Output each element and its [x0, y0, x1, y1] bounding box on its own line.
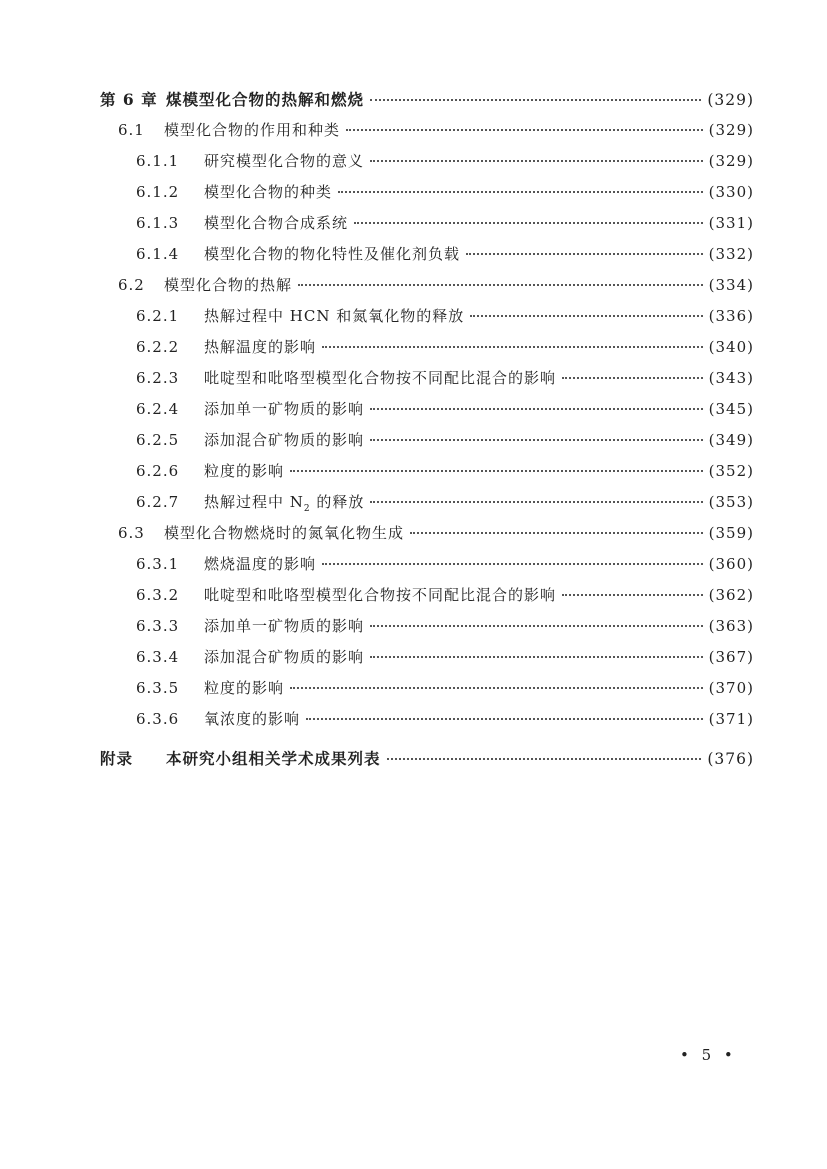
toc-entry-chapter-6[interactable] [100, 84, 754, 115]
dot-leader [470, 315, 702, 317]
toc-title: 模型化合物的作用和种类 [164, 121, 341, 139]
toc-entry-6-1[interactable] [100, 115, 754, 146]
toc-page: (370) [708, 679, 754, 697]
toc-page: (362) [708, 586, 754, 604]
toc-entry-6-3-5[interactable] [100, 673, 754, 704]
toc-entry-6-2-5[interactable] [100, 425, 754, 456]
toc-entry-6-3-4[interactable] [100, 642, 754, 673]
toc-page: (329) [708, 152, 754, 170]
toc-number: 6.2.5 [136, 431, 180, 449]
dot-leader [562, 377, 703, 379]
toc-title: 热解过程中 HCN 和氮氧化物的释放 [204, 307, 465, 325]
toc-page: (349) [708, 431, 754, 449]
toc-page: (334) [708, 276, 754, 294]
toc-entry-6-2-6[interactable] [100, 456, 754, 487]
toc-title: 添加混合矿物质的影响 [204, 431, 365, 449]
toc-page: (343) [708, 369, 754, 387]
toc-number: 6.1.1 [136, 152, 180, 170]
toc-page: (331) [708, 214, 754, 232]
toc-page: (352) [708, 462, 754, 480]
toc-title: 模型化合物的种类 [204, 183, 333, 201]
toc-number: 6.3.6 [136, 710, 180, 728]
dot-leader [370, 439, 703, 441]
toc-number: 6.2.3 [136, 369, 180, 387]
toc-title: 热解温度的影响 [204, 338, 317, 356]
toc-page: (345) [708, 400, 754, 418]
toc-title: 研究模型化合物的意义 [204, 152, 365, 170]
toc-number: 6.1.4 [136, 245, 180, 263]
toc-entry-6-2-1[interactable] [100, 301, 754, 332]
dot-leader [346, 129, 703, 131]
toc-number: 6.3 [118, 524, 145, 542]
toc-number: 6.3.4 [136, 648, 180, 666]
toc-page: (353) [708, 493, 754, 511]
toc-title: 模型化合物的热解 [164, 276, 293, 294]
toc-entry-6-2-4[interactable] [100, 394, 754, 425]
dot-leader [322, 346, 703, 348]
dot-leader [370, 99, 701, 101]
dot-leader [338, 191, 703, 193]
toc-number: 6.2.7 [136, 493, 180, 511]
toc-title: 煤模型化合物的热解和燃烧 [166, 90, 365, 109]
dot-leader [354, 222, 703, 224]
dot-leader [387, 758, 702, 760]
toc-page: (329) [707, 91, 754, 109]
dot-leader [370, 160, 703, 162]
toc-title: 添加单一矿物质的影响 [204, 617, 365, 635]
toc-entry-6-2-2[interactable] [100, 332, 754, 363]
toc-title-part: 热解过程中 N [204, 493, 304, 511]
toc-entry-6-3-1[interactable] [100, 549, 754, 580]
page-number: • 5 • [680, 1046, 737, 1064]
subscript: 2 [303, 504, 311, 514]
toc-entry-6-3-3[interactable] [100, 611, 754, 642]
toc-entry-appendix[interactable] [100, 743, 754, 774]
toc-title: 模型化合物合成系统 [204, 214, 349, 232]
dot-leader [370, 408, 703, 410]
dot-leader [370, 625, 703, 627]
toc-number: 6.3.5 [136, 679, 180, 697]
toc-title: 粒度的影响 [204, 462, 285, 480]
toc-title: 添加单一矿物质的影响 [204, 400, 365, 418]
toc-title: 氧浓度的影响 [204, 710, 301, 728]
dot-leader [322, 563, 703, 565]
toc-page: (329) [708, 121, 754, 139]
toc-number: 6.1 [118, 121, 145, 139]
table-of-contents [100, 84, 754, 774]
toc-page: (336) [708, 307, 754, 325]
dot-leader [410, 532, 703, 534]
toc-number: 6.3.1 [136, 555, 180, 573]
toc-title: 燃烧温度的影响 [204, 555, 317, 573]
toc-title: 添加混合矿物质的影响 [204, 648, 365, 666]
toc-title: 模型化合物燃烧时的氮氧化物生成 [164, 524, 405, 542]
dot-leader [290, 687, 703, 689]
toc-number: 6.2.2 [136, 338, 180, 356]
dot-leader [298, 284, 703, 286]
toc-title: 本研究小组相关学术成果列表 [166, 749, 381, 768]
toc-entry-6-2-3[interactable] [100, 363, 754, 394]
toc-entry-6-2[interactable] [100, 270, 754, 301]
toc-number: 6.3.2 [136, 586, 180, 604]
toc-entry-6-3-6[interactable] [100, 704, 754, 735]
toc-number: 6.2 [118, 276, 145, 294]
toc-page: (359) [708, 524, 754, 542]
toc-title: 吡啶型和吡咯型模型化合物按不同配比混合的影响 [204, 369, 557, 387]
dot-leader [290, 470, 703, 472]
toc-entry-6-1-3[interactable] [100, 208, 754, 239]
toc-page: (330) [708, 183, 754, 201]
toc-entry-6-1-1[interactable] [100, 146, 754, 177]
toc-number: 6.2.4 [136, 400, 180, 418]
toc-page: (360) [708, 555, 754, 573]
dot-leader [562, 594, 703, 596]
toc-entry-6-3-2[interactable] [100, 580, 754, 611]
toc-title: 吡啶型和吡咯型模型化合物按不同配比混合的影响 [204, 586, 557, 604]
toc-title-part: 的释放 [310, 493, 365, 511]
toc-page: (363) [708, 617, 754, 635]
toc-number: 6.1.3 [136, 214, 180, 232]
toc-number: 第 6 章 [100, 90, 158, 109]
toc-number: 附录 [100, 749, 134, 768]
toc-number: 6.3.3 [136, 617, 180, 635]
toc-number: 6.2.1 [136, 307, 180, 325]
toc-page: (376) [707, 750, 754, 768]
dot-leader [370, 656, 703, 658]
toc-page: (340) [708, 338, 754, 356]
dot-leader [370, 501, 702, 503]
toc-entry-6-1-2[interactable] [100, 177, 754, 208]
toc-page: (371) [708, 710, 754, 728]
dot-leader [466, 253, 703, 255]
toc-number: 6.2.6 [136, 462, 180, 480]
toc-entry-6-3[interactable] [100, 518, 754, 549]
toc-page: (367) [708, 648, 754, 666]
toc-entry-6-2-7[interactable] [100, 487, 754, 518]
toc-entry-6-1-4[interactable] [100, 239, 754, 270]
toc-title: 粒度的影响 [204, 679, 285, 697]
toc-title: 模型化合物的物化特性及催化剂负载 [204, 245, 461, 263]
dot-leader [306, 718, 703, 720]
toc-number: 6.1.2 [136, 183, 180, 201]
toc-page: (332) [708, 245, 754, 263]
